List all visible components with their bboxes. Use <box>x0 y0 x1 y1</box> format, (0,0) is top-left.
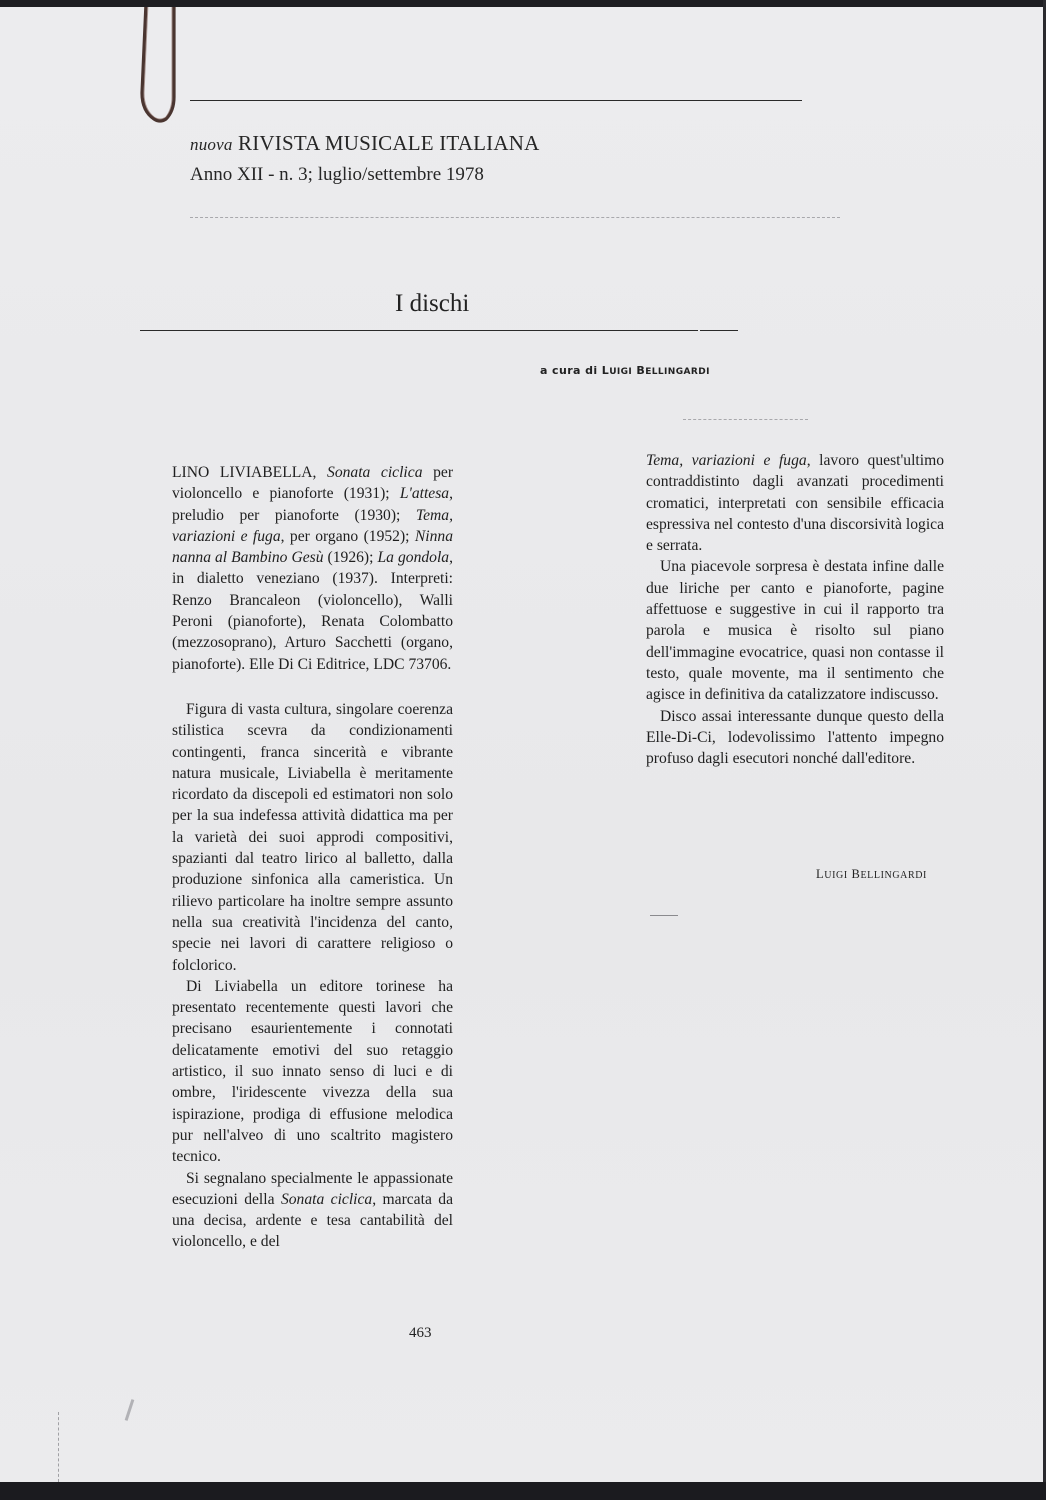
review-paragraph: Tema, variazioni e fuga, lavoro quest'ultimo contraddistinto dagli avanzati procedimenti cromatici, interpretati con sensibile efficacia espressiva nel contesto d'una discorsività logica e serrata. <box>646 452 945 555</box>
review-paragraph: Disco assai interessante dunque questo della Elle-Di-Ci, lodevolissimo l'attento impegno profuso dagli esecutori nonché dall'editore. <box>646 707 944 768</box>
credit-name: LUIGI BELLINGARDI <box>601 364 710 377</box>
credit-prefix: a cura di <box>540 364 598 377</box>
stray-mark <box>650 915 678 916</box>
review-paragraph: Figura di vasta cultura, singolare coerenza stilistica scevra da condizionamenti contingenti, franca sincerità e vibrante natura musicale, Liviabella è meritamente ricordato da discepoli ed estimatori non solo per la sua indefessa attività didattica ma per la varietà dei suoi approdi compositivi, spazianti dal teatro lirico al balletto, dalla produzione sinfonica alla cameristica. Un rilievo particolare ha inoltre sempre assunto nella sua creatività l'incidenza del canto, specie nei lavori di carattere religioso o folclorico. <box>172 700 453 974</box>
work-title: Ninna nanna al Bambino Gesù <box>172 527 453 567</box>
left-column <box>172 462 453 1253</box>
work-title: Tema, variazioni e fuga <box>172 506 453 545</box>
journal-name: RIVISTA MUSICALE ITALIANA <box>238 131 540 155</box>
journal-issue: Anno XII - n. 3; luglio/settembre 1978 <box>190 164 484 185</box>
work-title: L'attesa <box>399 485 450 503</box>
record-entry: LINO LIVIABELLA, Sonata ciclica per violoncello e pianoforte (1931); L'attesa, preludio per pianoforte (1930); Tema, variazioni e fuga, per organo (1952); Ninna nanna al Bambino Gesù (1926); La gondola, in dialetto veneziano (1937). Interpreti: Renzo Brancaleon (violoncello), Walli Peroni (pianoforte), Renata Colombatto (mezzosoprano), Arturo Sacchetti (organo, pianoforte). Elle Di Ci Editrice, LDC 73706. <box>172 464 454 673</box>
scan-top-edge <box>0 0 1046 7</box>
review-paragraph: Di Liviabella un editore torinese ha presentato recentemente questi lavori che precisano esaurientemente i connotati delicatamente emotivi del suo retaggio artistico, il suo innato senso di luci e di ombre, l'iridescente vivezza della sua ispirazione, prodiga di effusione melodica pur nell'alveo di uno scaltrito magistero tecnico. <box>172 977 453 1166</box>
composer-name: LINO LIVIABELLA, <box>172 464 328 481</box>
faint-divider-small <box>683 419 808 420</box>
review-paragraph: Una piacevole sorpresa è destata infine dalle due liriche per canto e pianoforte, pagine affettuose e suggestive in cui il rapporto tra parola e musica è risolto sul piano dell'immagine evocatrice, quasi non contasse il testo, quale movente, ma il sentimento che agisce in definitiva da catalizzatore indiscusso. <box>646 558 944 704</box>
work-title: Sonata ciclica <box>327 464 423 481</box>
journal-page <box>0 7 1043 1482</box>
review-signature: LUIGI BELLINGARDI <box>816 867 927 881</box>
work-title: La gondola <box>377 549 450 567</box>
journal-prefix: nuova <box>190 135 233 154</box>
section-title: I dischi <box>395 290 470 317</box>
journal-title <box>190 131 539 156</box>
scan-smudge <box>125 1399 135 1421</box>
header-rule <box>190 100 802 101</box>
scan-dotted-line <box>58 1412 59 1482</box>
section-rule-tail <box>700 330 738 331</box>
editor-credit <box>540 364 710 377</box>
right-column <box>646 450 944 769</box>
review-paragraph: Si segnalano specialmente le appassionate esecuzioni della Sonata ciclica, marcata da una decisa, ardente e tesa cantabilità del violoncello, e del <box>172 1169 453 1251</box>
scan-bottom-edge <box>0 1482 1046 1500</box>
faint-divider <box>190 217 840 218</box>
page-number: 463 <box>409 1325 432 1341</box>
paperclip-icon <box>132 7 182 125</box>
section-rule <box>140 330 698 331</box>
